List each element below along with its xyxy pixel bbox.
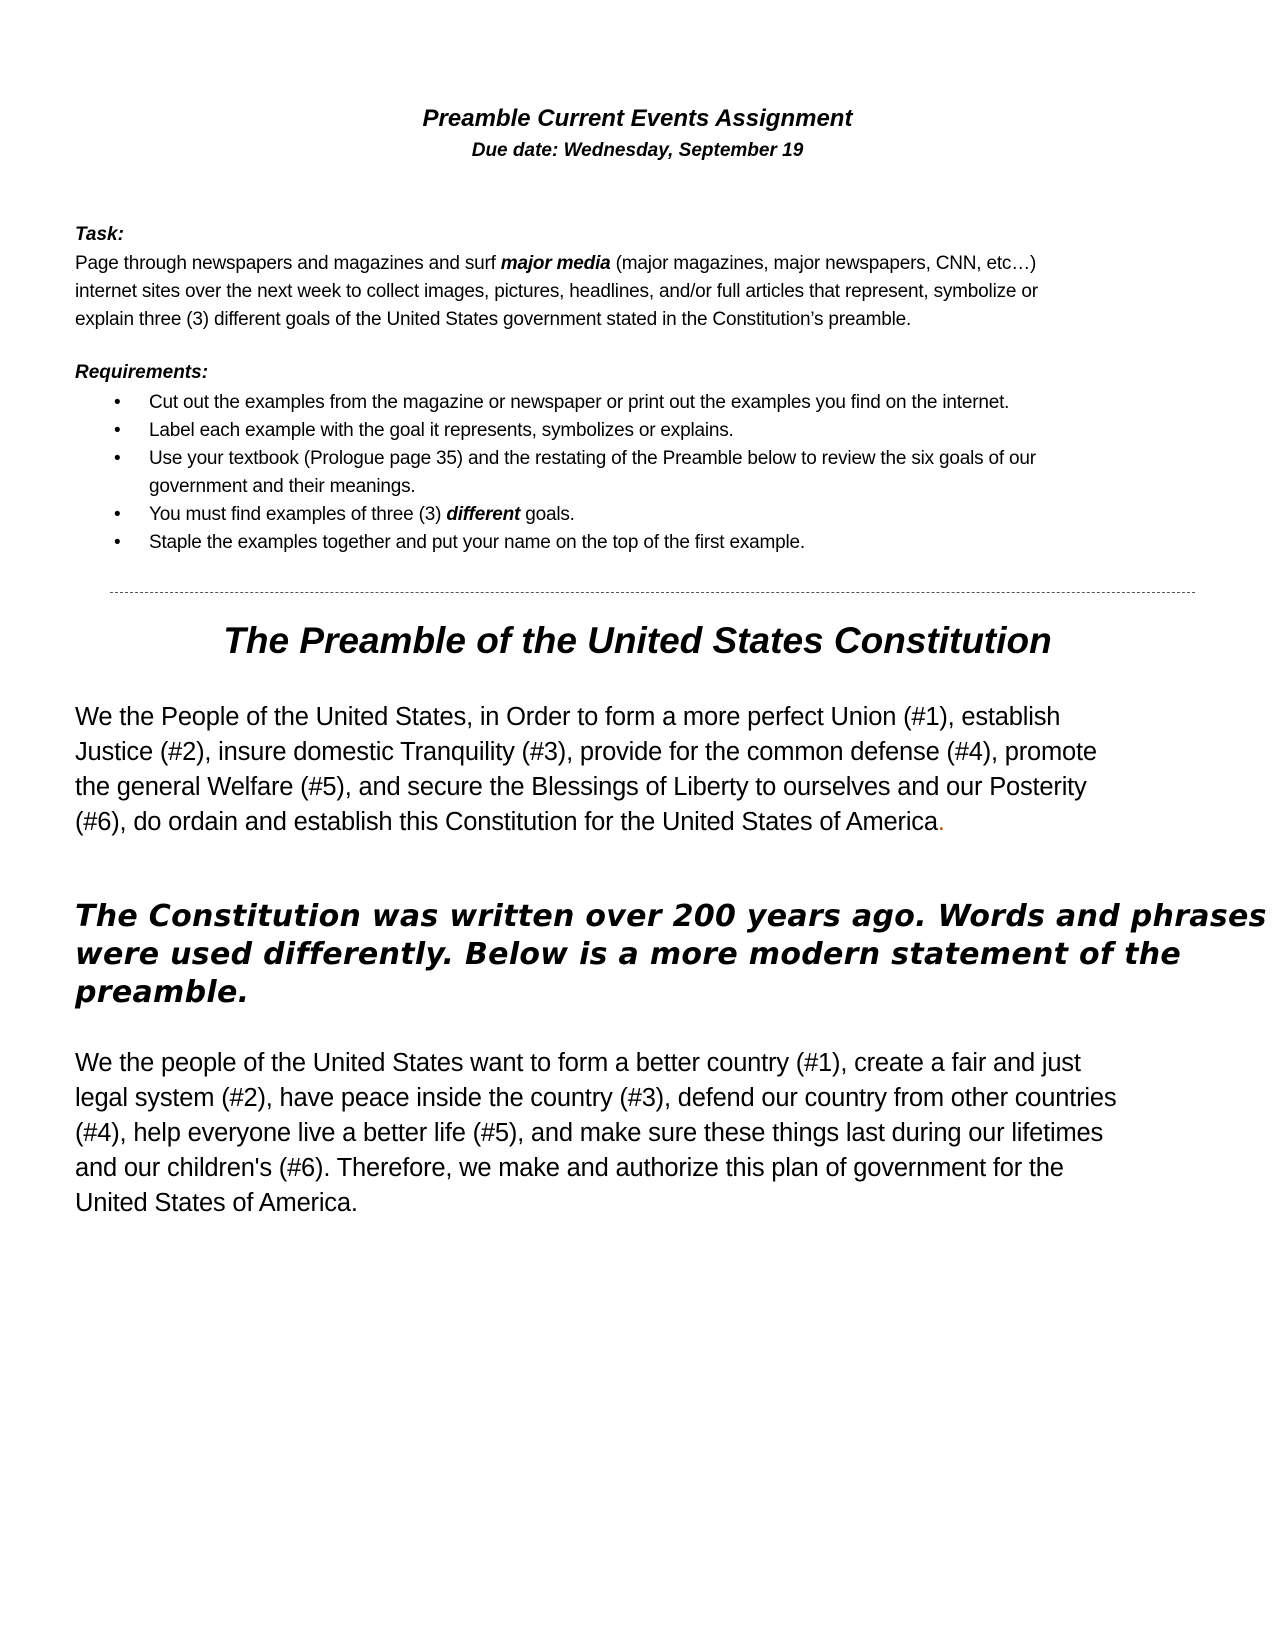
list-item: • Use your textbook (Prologue page 35) and the restating of the Preamble below to review the six goals of our government and their meanings. bbox=[0, 445, 1169, 501]
bullet-icon: • bbox=[114, 504, 121, 525]
final-period: . bbox=[937, 808, 945, 836]
preamble-paragraph: We the People of the United States, in Order to form a more perfect Union (#1), establish Justice (#2), insure domestic Tranquility (#3), provide for the common defense (#4), promote the general Welfare (#5), and secure the Blessings of Liberty to ourselves and our Posterity (#6), do ordain and establish this Constitution for the United States of America. bbox=[75, 703, 1097, 836]
due-date: Due date: Wednesday, September 19 bbox=[471, 140, 804, 161]
list-item: • You must find examples of three (3) different goals. bbox=[0, 501, 1169, 529]
task-line: internet sites over the next week to collect images, pictures, headlines, and/or full articles that represent, symbolize or bbox=[75, 281, 1038, 302]
requirements-list bbox=[0, 389, 1275, 557]
preamble-heading: The Preamble of the United States Constitution bbox=[223, 620, 1052, 661]
dashed-divider bbox=[110, 592, 1195, 593]
bullet-icon: • bbox=[114, 392, 121, 413]
task-line: Page through newspapers and magazines and surf major media (major magazines, major newspapers, CNN, etc…) bbox=[75, 253, 1037, 274]
list-item: • Cut out the examples from the magazine or newspaper or print out the examples you find on the internet. bbox=[0, 389, 1169, 417]
assignment-title: Preamble Current Events Assignment bbox=[422, 105, 853, 132]
bullet-icon: • bbox=[114, 532, 121, 553]
task-line: explain three (3) different goals of the United States government stated in the Constitution’s preamble. bbox=[75, 309, 912, 330]
bullet-icon: • bbox=[114, 420, 121, 441]
modern-preamble-paragraph: We the people of the United States want to form a better country (#1), create a fair and just legal system (#2), have peace inside the country (#3), defend our country from other countries (#4), help everyone live a better life (#5), and make sure these things last during our lifetimes and our children's (#6). Therefore, we make and authorize this plan of government for the United States of America. bbox=[75, 1049, 1117, 1217]
requirements-label: Requirements: bbox=[75, 362, 209, 383]
major-media-emphasis: major media bbox=[500, 253, 611, 274]
modern-note-heading: The Constitution was written over 200 years ago. Words and phrases were used differently. Below is a more modern statement of the preamble. bbox=[75, 899, 1267, 1010]
bullet-icon: • bbox=[114, 448, 121, 469]
different-emphasis: different bbox=[446, 504, 521, 525]
task-label: Task: bbox=[75, 224, 124, 245]
list-item: • Label each example with the goal it represents, symbolizes or explains. bbox=[0, 417, 1169, 445]
list-item: • Staple the examples together and put your name on the top of the first example. bbox=[0, 529, 1169, 557]
task-paragraph bbox=[75, 250, 1215, 334]
